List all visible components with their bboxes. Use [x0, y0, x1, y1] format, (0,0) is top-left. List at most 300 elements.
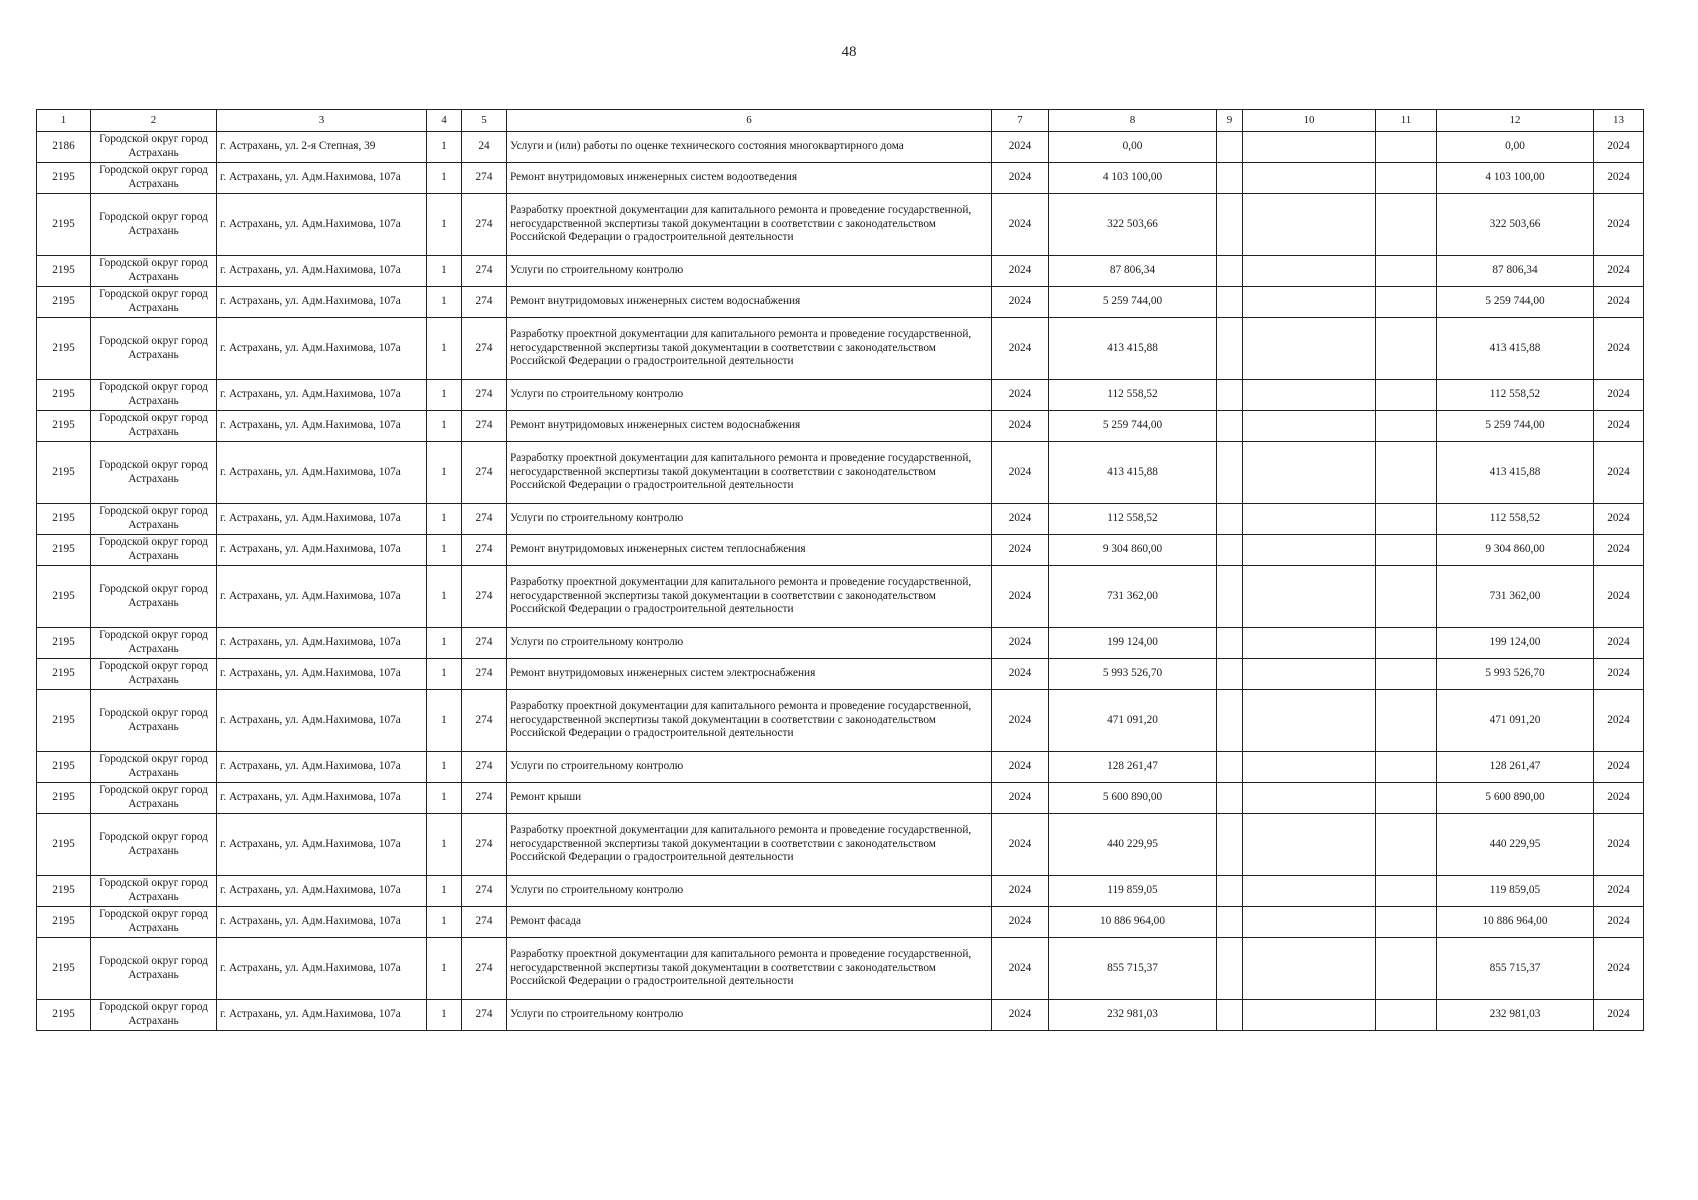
row-number-cell: 2195 [37, 938, 91, 1000]
municipality-cell: Городской округ город Астрахань [91, 783, 217, 814]
municipality-cell: Городской округ город Астрахань [91, 318, 217, 380]
col4-cell: 1 [427, 318, 462, 380]
municipality-cell: Городской округ город Астрахань [91, 690, 217, 752]
end-year-cell: 2024 [1594, 132, 1644, 163]
cost-cell: 0,00 [1049, 132, 1217, 163]
table-row [37, 690, 1644, 752]
cost-cell: 9 304 860,00 [1049, 535, 1217, 566]
table-row [37, 132, 1644, 163]
table-row [37, 194, 1644, 256]
col10-cell [1243, 566, 1376, 628]
year-cell: 2024 [992, 256, 1049, 287]
col9-cell [1217, 442, 1243, 504]
year-cell: 2024 [992, 659, 1049, 690]
col5-cell: 274 [462, 287, 507, 318]
cost-cell: 731 362,00 [1049, 566, 1217, 628]
table-row [37, 411, 1644, 442]
col9-cell [1217, 535, 1243, 566]
col11-cell [1376, 411, 1437, 442]
cost-cell: 199 124,00 [1049, 628, 1217, 659]
row-number-cell: 2195 [37, 287, 91, 318]
col5-cell: 274 [462, 318, 507, 380]
cost-cell: 112 558,52 [1049, 504, 1217, 535]
col10-cell [1243, 690, 1376, 752]
address-cell: г. Астрахань, ул. Адм.Нахимова, 107а [217, 566, 427, 628]
municipality-cell: Городской округ город Астрахань [91, 659, 217, 690]
cost-cell: 322 503,66 [1049, 194, 1217, 256]
row-number-cell: 2195 [37, 1000, 91, 1031]
table-body [37, 110, 1644, 1031]
end-year-cell: 2024 [1594, 752, 1644, 783]
col9-cell [1217, 411, 1243, 442]
municipality-cell: Городской округ город Астрахань [91, 1000, 217, 1031]
col5-cell: 274 [462, 163, 507, 194]
col4-cell: 1 [427, 163, 462, 194]
col11-cell [1376, 1000, 1437, 1031]
end-year-cell: 2024 [1594, 256, 1644, 287]
col10-cell [1243, 659, 1376, 690]
total-cost-cell: 413 415,88 [1437, 318, 1594, 380]
address-cell: г. Астрахань, ул. Адм.Нахимова, 107а [217, 504, 427, 535]
col10-cell [1243, 132, 1376, 163]
col9-cell [1217, 504, 1243, 535]
col5-cell: 274 [462, 628, 507, 659]
end-year-cell: 2024 [1594, 535, 1644, 566]
address-cell: г. Астрахань, ул. Адм.Нахимова, 107а [217, 194, 427, 256]
col5-cell: 274 [462, 1000, 507, 1031]
address-cell: г. Астрахань, ул. Адм.Нахимова, 107а [217, 814, 427, 876]
col4-cell: 1 [427, 287, 462, 318]
work-type-cell: Ремонт внутридомовых инженерных систем теплоснабжения [507, 535, 992, 566]
work-type-cell: Разработку проектной документации для капитального ремонта и проведение государственной, негосударственной экспертизы такой документации в соответствии с законодательством Российской Федерации о градостроительной деятельности [507, 318, 992, 380]
col5-cell: 274 [462, 752, 507, 783]
address-cell: г. Астрахань, ул. Адм.Нахимова, 107а [217, 907, 427, 938]
col10-cell [1243, 1000, 1376, 1031]
col10-cell [1243, 163, 1376, 194]
column-header: 13 [1594, 110, 1644, 132]
total-cost-cell: 4 103 100,00 [1437, 163, 1594, 194]
address-cell: г. Астрахань, ул. Адм.Нахимова, 107а [217, 256, 427, 287]
year-cell: 2024 [992, 132, 1049, 163]
col11-cell [1376, 163, 1437, 194]
row-number-cell: 2195 [37, 907, 91, 938]
cost-cell: 87 806,34 [1049, 256, 1217, 287]
col9-cell [1217, 256, 1243, 287]
col4-cell: 1 [427, 659, 462, 690]
municipality-cell: Городской округ город Астрахань [91, 535, 217, 566]
municipality-cell: Городской округ город Астрахань [91, 442, 217, 504]
col11-cell [1376, 876, 1437, 907]
year-cell: 2024 [992, 318, 1049, 380]
row-number-cell: 2195 [37, 442, 91, 504]
col11-cell [1376, 318, 1437, 380]
row-number-cell: 2195 [37, 380, 91, 411]
end-year-cell: 2024 [1594, 938, 1644, 1000]
end-year-cell: 2024 [1594, 163, 1644, 194]
total-cost-cell: 10 886 964,00 [1437, 907, 1594, 938]
row-number-cell: 2195 [37, 659, 91, 690]
work-type-cell: Услуги по строительному контролю [507, 256, 992, 287]
col10-cell [1243, 194, 1376, 256]
municipality-cell: Городской округ город Астрахань [91, 566, 217, 628]
col10-cell [1243, 287, 1376, 318]
address-cell: г. Астрахань, ул. Адм.Нахимова, 107а [217, 380, 427, 411]
row-number-cell: 2195 [37, 504, 91, 535]
table-row [37, 256, 1644, 287]
address-cell: г. Астрахань, ул. Адм.Нахимова, 107а [217, 752, 427, 783]
col9-cell [1217, 938, 1243, 1000]
row-number-cell: 2195 [37, 566, 91, 628]
total-cost-cell: 855 715,37 [1437, 938, 1594, 1000]
address-cell: г. Астрахань, ул. Адм.Нахимова, 107а [217, 163, 427, 194]
total-cost-cell: 128 261,47 [1437, 752, 1594, 783]
col4-cell: 1 [427, 194, 462, 256]
col10-cell [1243, 907, 1376, 938]
col9-cell [1217, 659, 1243, 690]
year-cell: 2024 [992, 566, 1049, 628]
col11-cell [1376, 814, 1437, 876]
col9-cell [1217, 380, 1243, 411]
row-number-cell: 2195 [37, 318, 91, 380]
work-type-cell: Разработку проектной документации для капитального ремонта и проведение государственной, негосударственной экспертизы такой документации в соответствии с законодательством Российской Федерации о градостроительной деятельности [507, 690, 992, 752]
address-cell: г. Астрахань, ул. Адм.Нахимова, 107а [217, 876, 427, 907]
year-cell: 2024 [992, 752, 1049, 783]
col10-cell [1243, 814, 1376, 876]
address-cell: г. Астрахань, ул. Адм.Нахимова, 107а [217, 535, 427, 566]
total-cost-cell: 5 259 744,00 [1437, 411, 1594, 442]
row-number-cell: 2195 [37, 256, 91, 287]
address-cell: г. Астрахань, ул. Адм.Нахимова, 107а [217, 690, 427, 752]
table-row [37, 504, 1644, 535]
col4-cell: 1 [427, 442, 462, 504]
work-type-cell: Ремонт внутридомовых инженерных систем водоснабжения [507, 287, 992, 318]
end-year-cell: 2024 [1594, 318, 1644, 380]
col10-cell [1243, 783, 1376, 814]
total-cost-cell: 5 600 890,00 [1437, 783, 1594, 814]
year-cell: 2024 [992, 411, 1049, 442]
col9-cell [1217, 318, 1243, 380]
col11-cell [1376, 690, 1437, 752]
row-number-cell: 2195 [37, 752, 91, 783]
col4-cell: 1 [427, 938, 462, 1000]
col5-cell: 274 [462, 690, 507, 752]
address-cell: г. Астрахань, ул. Адм.Нахимова, 107а [217, 938, 427, 1000]
end-year-cell: 2024 [1594, 566, 1644, 628]
work-type-cell: Услуги по строительному контролю [507, 380, 992, 411]
column-header: 1 [37, 110, 91, 132]
col11-cell [1376, 659, 1437, 690]
col11-cell [1376, 938, 1437, 1000]
table-row [37, 907, 1644, 938]
municipality-cell: Городской округ город Астрахань [91, 938, 217, 1000]
municipality-cell: Городской округ город Астрахань [91, 504, 217, 535]
year-cell: 2024 [992, 194, 1049, 256]
col5-cell: 274 [462, 194, 507, 256]
end-year-cell: 2024 [1594, 1000, 1644, 1031]
col4-cell: 1 [427, 566, 462, 628]
municipality-cell: Городской округ город Астрахань [91, 876, 217, 907]
total-cost-cell: 232 981,03 [1437, 1000, 1594, 1031]
col11-cell [1376, 628, 1437, 659]
col4-cell: 1 [427, 380, 462, 411]
col5-cell: 274 [462, 535, 507, 566]
col11-cell [1376, 194, 1437, 256]
column-header: 4 [427, 110, 462, 132]
col5-cell: 274 [462, 380, 507, 411]
cost-cell: 232 981,03 [1049, 1000, 1217, 1031]
total-cost-cell: 119 859,05 [1437, 876, 1594, 907]
total-cost-cell: 87 806,34 [1437, 256, 1594, 287]
work-type-cell: Разработку проектной документации для капитального ремонта и проведение государственной, негосударственной экспертизы такой документации в соответствии с законодательством Российской Федерации о градостроительной деятельности [507, 442, 992, 504]
col4-cell: 1 [427, 628, 462, 659]
col4-cell: 1 [427, 814, 462, 876]
col11-cell [1376, 256, 1437, 287]
year-cell: 2024 [992, 287, 1049, 318]
col10-cell [1243, 318, 1376, 380]
col10-cell [1243, 876, 1376, 907]
col9-cell [1217, 814, 1243, 876]
cost-cell: 119 859,05 [1049, 876, 1217, 907]
work-type-cell: Разработку проектной документации для капитального ремонта и проведение государственной, негосударственной экспертизы такой документации в соответствии с законодательством Российской Федерации о градостроительной деятельности [507, 814, 992, 876]
col9-cell [1217, 628, 1243, 659]
municipality-cell: Городской округ город Астрахань [91, 628, 217, 659]
work-type-cell: Ремонт внутридомовых инженерных систем водоснабжения [507, 411, 992, 442]
col10-cell [1243, 504, 1376, 535]
work-type-cell: Услуги по строительному контролю [507, 1000, 992, 1031]
address-cell: г. Астрахань, ул. Адм.Нахимова, 107а [217, 1000, 427, 1031]
table-row [37, 814, 1644, 876]
col9-cell [1217, 163, 1243, 194]
col9-cell [1217, 194, 1243, 256]
municipality-cell: Городской округ город Астрахань [91, 411, 217, 442]
col10-cell [1243, 752, 1376, 783]
work-type-cell: Ремонт внутридомовых инженерных систем водоотведения [507, 163, 992, 194]
work-type-cell: Разработку проектной документации для капитального ремонта и проведение государственной, негосударственной экспертизы такой документации в соответствии с законодательством Российской Федерации о градостроительной деятельности [507, 938, 992, 1000]
col5-cell: 274 [462, 256, 507, 287]
row-number-cell: 2195 [37, 814, 91, 876]
row-number-cell: 2195 [37, 411, 91, 442]
col5-cell: 274 [462, 411, 507, 442]
col5-cell: 274 [462, 504, 507, 535]
end-year-cell: 2024 [1594, 287, 1644, 318]
column-header: 7 [992, 110, 1049, 132]
col9-cell [1217, 752, 1243, 783]
row-number-cell: 2195 [37, 163, 91, 194]
municipality-cell: Городской округ город Астрахань [91, 814, 217, 876]
table-row [37, 380, 1644, 411]
col9-cell [1217, 690, 1243, 752]
year-cell: 2024 [992, 907, 1049, 938]
table-row [37, 876, 1644, 907]
col10-cell [1243, 256, 1376, 287]
row-number-cell: 2186 [37, 132, 91, 163]
col5-cell: 274 [462, 876, 507, 907]
cost-cell: 10 886 964,00 [1049, 907, 1217, 938]
col11-cell [1376, 535, 1437, 566]
column-header: 8 [1049, 110, 1217, 132]
col11-cell [1376, 566, 1437, 628]
page-number: 48 [841, 44, 857, 60]
col11-cell [1376, 380, 1437, 411]
table-row [37, 442, 1644, 504]
address-cell: г. Астрахань, ул. Адм.Нахимова, 107а [217, 318, 427, 380]
cost-cell: 4 103 100,00 [1049, 163, 1217, 194]
year-cell: 2024 [992, 1000, 1049, 1031]
cost-cell: 5 259 744,00 [1049, 411, 1217, 442]
work-type-cell: Разработку проектной документации для капитального ремонта и проведение государственной, негосударственной экспертизы такой документации в соответствии с законодательством Российской Федерации о градостроительной деятельности [507, 194, 992, 256]
total-cost-cell: 112 558,52 [1437, 504, 1594, 535]
col10-cell [1243, 411, 1376, 442]
col4-cell: 1 [427, 411, 462, 442]
col4-cell: 1 [427, 1000, 462, 1031]
address-cell: г. Астрахань, ул. 2-я Степная, 39 [217, 132, 427, 163]
end-year-cell: 2024 [1594, 659, 1644, 690]
total-cost-cell: 199 124,00 [1437, 628, 1594, 659]
total-cost-cell: 322 503,66 [1437, 194, 1594, 256]
table-row [37, 1000, 1644, 1031]
row-number-cell: 2195 [37, 783, 91, 814]
column-header: 5 [462, 110, 507, 132]
row-number-cell: 2195 [37, 628, 91, 659]
col4-cell: 1 [427, 256, 462, 287]
row-number-cell: 2195 [37, 690, 91, 752]
col5-cell: 274 [462, 659, 507, 690]
col5-cell: 24 [462, 132, 507, 163]
col5-cell: 274 [462, 442, 507, 504]
year-cell: 2024 [992, 690, 1049, 752]
work-type-cell: Разработку проектной документации для капитального ремонта и проведение государственной, негосударственной экспертизы такой документации в соответствии с законодательством Российской Федерации о градостроительной деятельности [507, 566, 992, 628]
end-year-cell: 2024 [1594, 411, 1644, 442]
year-cell: 2024 [992, 814, 1049, 876]
work-type-cell: Услуги по строительному контролю [507, 752, 992, 783]
table-row [37, 535, 1644, 566]
works-register-table [36, 109, 1644, 1031]
year-cell: 2024 [992, 628, 1049, 659]
municipality-cell: Городской округ город Астрахань [91, 132, 217, 163]
end-year-cell: 2024 [1594, 504, 1644, 535]
table-row [37, 628, 1644, 659]
table-row [37, 318, 1644, 380]
end-year-cell: 2024 [1594, 907, 1644, 938]
col5-cell: 274 [462, 814, 507, 876]
table-row [37, 783, 1644, 814]
col10-cell [1243, 380, 1376, 411]
cost-cell: 471 091,20 [1049, 690, 1217, 752]
cost-cell: 128 261,47 [1049, 752, 1217, 783]
table-row [37, 163, 1644, 194]
table-row [37, 659, 1644, 690]
col11-cell [1376, 907, 1437, 938]
address-cell: г. Астрахань, ул. Адм.Нахимова, 107а [217, 442, 427, 504]
cost-cell: 5 993 526,70 [1049, 659, 1217, 690]
column-header: 9 [1217, 110, 1243, 132]
col4-cell: 1 [427, 876, 462, 907]
cost-cell: 112 558,52 [1049, 380, 1217, 411]
col5-cell: 274 [462, 566, 507, 628]
table-row [37, 752, 1644, 783]
col9-cell [1217, 287, 1243, 318]
col11-cell [1376, 287, 1437, 318]
col9-cell [1217, 1000, 1243, 1031]
column-header: 12 [1437, 110, 1594, 132]
work-type-cell: Услуги и (или) работы по оценке технического состояния многоквартирного дома [507, 132, 992, 163]
year-cell: 2024 [992, 876, 1049, 907]
col5-cell: 274 [462, 907, 507, 938]
year-cell: 2024 [992, 938, 1049, 1000]
end-year-cell: 2024 [1594, 876, 1644, 907]
work-type-cell: Услуги по строительному контролю [507, 504, 992, 535]
col4-cell: 1 [427, 132, 462, 163]
municipality-cell: Городской округ город Астрахань [91, 287, 217, 318]
work-type-cell: Ремонт внутридомовых инженерных систем электроснабжения [507, 659, 992, 690]
end-year-cell: 2024 [1594, 783, 1644, 814]
year-cell: 2024 [992, 163, 1049, 194]
end-year-cell: 2024 [1594, 194, 1644, 256]
col4-cell: 1 [427, 752, 462, 783]
total-cost-cell: 0,00 [1437, 132, 1594, 163]
cost-cell: 5 600 890,00 [1049, 783, 1217, 814]
address-cell: г. Астрахань, ул. Адм.Нахимова, 107а [217, 411, 427, 442]
col11-cell [1376, 752, 1437, 783]
work-type-cell: Ремонт крыши [507, 783, 992, 814]
total-cost-cell: 440 229,95 [1437, 814, 1594, 876]
col4-cell: 1 [427, 535, 462, 566]
address-cell: г. Астрахань, ул. Адм.Нахимова, 107а [217, 783, 427, 814]
col4-cell: 1 [427, 783, 462, 814]
col10-cell [1243, 442, 1376, 504]
total-cost-cell: 413 415,88 [1437, 442, 1594, 504]
municipality-cell: Городской округ город Астрахань [91, 163, 217, 194]
end-year-cell: 2024 [1594, 442, 1644, 504]
col5-cell: 274 [462, 938, 507, 1000]
cost-cell: 855 715,37 [1049, 938, 1217, 1000]
col4-cell: 1 [427, 504, 462, 535]
col10-cell [1243, 535, 1376, 566]
col9-cell [1217, 876, 1243, 907]
table-row [37, 566, 1644, 628]
total-cost-cell: 471 091,20 [1437, 690, 1594, 752]
col9-cell [1217, 907, 1243, 938]
municipality-cell: Городской округ город Астрахань [91, 256, 217, 287]
work-type-cell: Услуги по строительному контролю [507, 628, 992, 659]
col11-cell [1376, 442, 1437, 504]
col10-cell [1243, 628, 1376, 659]
col11-cell [1376, 132, 1437, 163]
municipality-cell: Городской округ город Астрахань [91, 752, 217, 783]
total-cost-cell: 5 259 744,00 [1437, 287, 1594, 318]
column-header: 11 [1376, 110, 1437, 132]
total-cost-cell: 731 362,00 [1437, 566, 1594, 628]
end-year-cell: 2024 [1594, 814, 1644, 876]
municipality-cell: Городской округ город Астрахань [91, 907, 217, 938]
municipality-cell: Городской округ город Астрахань [91, 380, 217, 411]
cost-cell: 5 259 744,00 [1049, 287, 1217, 318]
col9-cell [1217, 566, 1243, 628]
col11-cell [1376, 783, 1437, 814]
column-number-header-row [37, 110, 1644, 132]
work-type-cell: Ремонт фасада [507, 907, 992, 938]
col9-cell [1217, 132, 1243, 163]
cost-cell: 413 415,88 [1049, 318, 1217, 380]
col11-cell [1376, 504, 1437, 535]
end-year-cell: 2024 [1594, 380, 1644, 411]
end-year-cell: 2024 [1594, 628, 1644, 659]
row-number-cell: 2195 [37, 194, 91, 256]
year-cell: 2024 [992, 380, 1049, 411]
cost-cell: 413 415,88 [1049, 442, 1217, 504]
cost-cell: 440 229,95 [1049, 814, 1217, 876]
table-row [37, 287, 1644, 318]
